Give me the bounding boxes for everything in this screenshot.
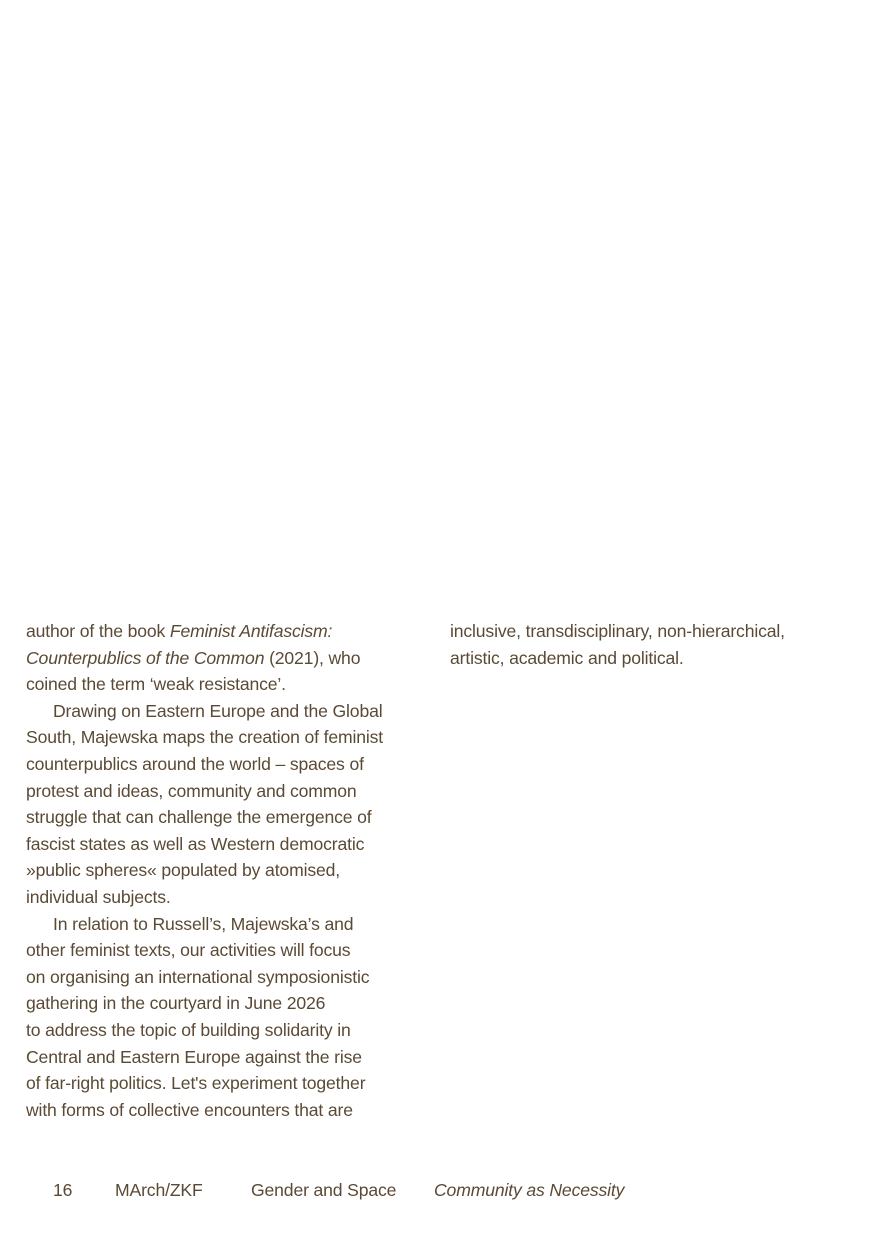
text-line: with forms of collective encounters that are [26,1099,353,1120]
page-footer [0,1177,874,1203]
text-line: gathering in the courtyard in June 2026 [26,993,326,1014]
footer-program: MArch/ZKF [115,1180,203,1200]
text-line: protest and ideas, community and common [26,780,357,801]
text-line: of far-right politics. Let's experiment together [26,1073,366,1094]
text-line: counterpublics around the world – spaces of [26,753,364,774]
text-line: coined the term ‘weak resistance’. [26,674,286,695]
text-line: artistic, academic and political. [450,647,684,668]
text-line: In relation to Russell’s, Majewska’s and [53,913,354,934]
text-line: inclusive, transdisciplinary, non-hierarchical, [450,621,785,641]
text-line: fascist states as well as Western democratic [26,833,365,854]
text-run: (2021), who [264,647,361,668]
text-line [26,618,426,645]
text-line: individual subjects. [26,886,171,907]
book-title-italic: Feminist Antifascism: [169,621,333,641]
text-line: struggle that can challenge the emergence of [26,807,372,828]
left-text-column [26,618,426,1123]
text-run: author of the book [26,621,170,641]
text-line: on organising an international symposionistic [26,966,370,987]
page-number: 16 [53,1180,73,1200]
footer-course: Gender and Space [251,1180,397,1200]
text-line: Central and Eastern Europe against the rise [26,1046,362,1067]
text-line: »public spheres« populated by atomised, [26,860,340,881]
right-text-column [450,618,850,671]
text-line: Drawing on Eastern Europe and the Global [53,700,383,721]
text-line: other feminist texts, our activities will focus [26,940,351,961]
text-line: South, Majewska maps the creation of feminist [26,727,384,748]
text-line: to address the topic of building solidarity in [26,1019,351,1040]
text-line [26,645,426,672]
book-title-italic: Counterpublics of the Common [26,647,265,668]
footer-title: Community as Necessity [434,1180,625,1200]
